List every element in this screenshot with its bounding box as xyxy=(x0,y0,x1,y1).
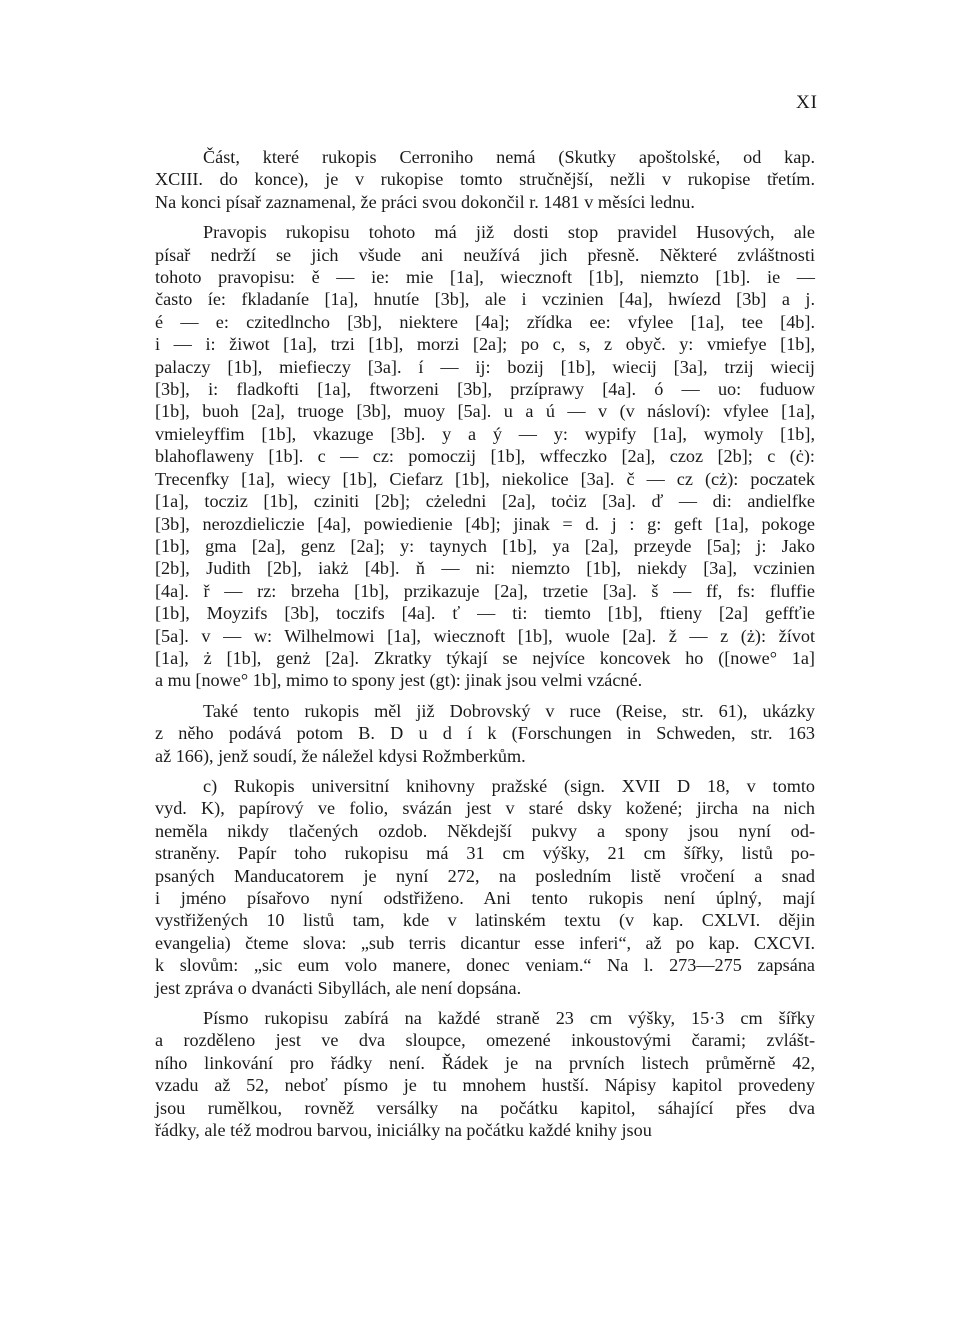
text-line: palaczy [1b], miefieczy [3a]. í — ij: bozij [1b], wiecij [3a], trzij wiecij xyxy=(155,356,815,377)
text-line: XCIII. do konce), je v rukopise tomto stručnější, nežli v rukopise třetím. xyxy=(155,169,815,190)
text-line: Trecenfky [1a], wiecy [1b], Ciefarz [1b], niekolice [3a]. č — cz (cż): poczatek xyxy=(155,468,815,489)
text-line: [3b], nerozdieliczie [4a], powiedienie [4b]; jinak = d. j : g: geft [1a], pokoge xyxy=(155,513,815,534)
page-number: XI xyxy=(795,92,818,113)
text-line: často íe: fkladaníe [1a], hnutíe [3b], ale i vczinien [4a], hwíezd [3b] a j. xyxy=(155,289,815,310)
text-line: [1b], buoh [2a], truoge [3b], muoy [5a]. u a ú — v (v násloví): vfylee [1a], xyxy=(155,401,815,422)
text-line: vzadu až 52, neboť písmo je tu mnohem hustší. Nápisy kapitol provedeny xyxy=(155,1075,815,1096)
text-line: Pravopis rukopisu tohoto má již dosti stop pravidel Husových, ale xyxy=(203,222,815,243)
text-line: neměla nikdy tlačených ozdob. Někdejší pukvy a spony jsou nyní od- xyxy=(155,820,815,841)
text-line: Také tento rukopis měl již Dobrovský v ruce (Reise, str. 61), ukázky xyxy=(203,700,815,721)
text-line: tohoto pravopisu: ě — ie: mie [1a], wiecznoft [1b], niemzto [1b]. ie — xyxy=(155,267,815,288)
text-line: řádky, ale též modrou barvou, iniciálky na počátku každé knihy jsou xyxy=(155,1120,652,1141)
paragraph-gap xyxy=(155,692,815,700)
text-line: [3b], i: fladkofti [1a], ftworzeni [3b], przíprawy [4a]. ó — uo: fuduow xyxy=(155,379,815,400)
body-text xyxy=(155,146,815,1141)
text-line: vystřižených 10 listů tam, kde v latinském textu (v kap. CXLVI. dějin xyxy=(155,910,815,931)
text-line: a mu [nowe° 1b], mimo to spony jest (gt): jinak jsou velmi vzácné. xyxy=(155,670,643,691)
text-line: i — i: žiwot [1a], trzi [1b], morzi [2a]; po c, s, z obyč. y: vmiefye [1b], xyxy=(155,334,815,355)
text-line: [2b], Judith [2b], iakż [4b]. ň — ni: niemzto [1b], niekdy [3a], vczinien xyxy=(155,558,815,579)
paragraph-gap xyxy=(155,999,815,1007)
text-line: straněny. Papír toho rukopisu má 31 cm výšky, 21 cm šířky, listů po- xyxy=(155,843,815,864)
text-line: [1a], ż [1b], genż [2a]. Zkratky týkají se nejvíce koncovek ho ([nowe° 1a] xyxy=(155,647,815,668)
paragraph-gap xyxy=(155,767,815,775)
text-line: vmieleyffim [1b], vkazuge [3b]. y a ý — y: wypify [1a], wymoly [1b], xyxy=(155,423,815,444)
text-line: c) Rukopis universitní knihovny pražské (sign. XVII D 18, v tomto xyxy=(203,775,815,796)
text-line: [1b], Moyzifs [3b], toczifs [4a]. ť — ti: tiemto [1b], ftieny [2a] geffťie xyxy=(155,603,815,624)
paragraph xyxy=(155,1007,815,1141)
paragraph xyxy=(155,700,815,767)
paragraph-gap xyxy=(155,213,815,221)
text-line: až 166), jenž soudí, že náležel kdysi Rožmberkům. xyxy=(155,745,526,766)
text-line: ního linkování pro řádky není. Řádek je na prvních listech průměrně 42, xyxy=(155,1052,815,1073)
text-line: [1b], gma [2a], genz [2a]; y: taynych [1b], ya [2a], przeyde [5a]; j: Jako xyxy=(155,535,815,556)
paragraph xyxy=(155,146,815,213)
text-line: vyd. K), papírový ve folio, svázán jest v staré dsky kožené; jircha na nich xyxy=(155,798,815,819)
text-line: jest zpráva o dvanácti Sibyllách, ale není dopsána. xyxy=(155,977,522,998)
text-line: evangelia) čteme slova: „sub terris dicantur esse inferi“, až po kap. CXCVI. xyxy=(155,932,815,953)
paragraph xyxy=(155,775,815,999)
text-line: [1a], tocziz [1b], cziniti [2b]; cżeledni [2a], toċiz [3a]. ď — di: andielfke xyxy=(155,491,815,512)
text-line: Písmo rukopisu zabírá na každé straně 23 cm výšky, 15·3 cm šířky xyxy=(203,1008,815,1029)
text-line: [5a]. v — w: Wilhelmowi [1a], wiecznoft [1b], wuole [2a]. ž — z (ż): žívot xyxy=(155,625,815,646)
text-line: jsou rumělkou, rovněž versálky na počátku kapitol, sáhající přes dva xyxy=(155,1097,815,1118)
text-line: písař nedrží se jich všude ani neužívá jich přesně. Některé zvláštnosti xyxy=(155,244,815,265)
text-line: blahoflaweny [1b]. c — cz: pomoczij [1b], wffeczko [2a], czoz [2b]; c (ċ): xyxy=(155,446,815,467)
text-line: k slovům: „sic eum volo manere, donec veniam.“ Na l. 273—275 zapsána xyxy=(155,955,815,976)
text-line: é — e: czitedlncho [3b], niektere [4a]; zřídka ee: vfylee [1a], tee [4b]. xyxy=(155,311,815,332)
text-line: i jméno písařovo nyní odstřiženo. Ani tento rukopis není úplný, mají xyxy=(155,888,815,908)
text-line: [4a]. ř — rz: brzeha [1b], przikazuje [2a], trzetie [3a]. š — ff, fs: fluffie xyxy=(155,580,815,601)
text-line: psaných Manducatorem je nyní 272, na posledním listě vročení a snad xyxy=(155,865,815,886)
text-line: z něho podává potom B. D u d í k (Forschungen in Schweden, str. 163 xyxy=(155,723,815,744)
paragraph xyxy=(155,221,815,692)
text-line: Na konci písař zaznamenal, že práci svou dokončil r. 1481 v měsíci lednu. xyxy=(155,191,695,212)
text-line: a rozděleno jest ve dva sloupce, omezené inkoustovými čarami; zvlášt- xyxy=(155,1030,815,1051)
text-line: Část, které rukopis Cerroniho nemá (Skutky apoštolské, od kap. xyxy=(203,147,815,167)
